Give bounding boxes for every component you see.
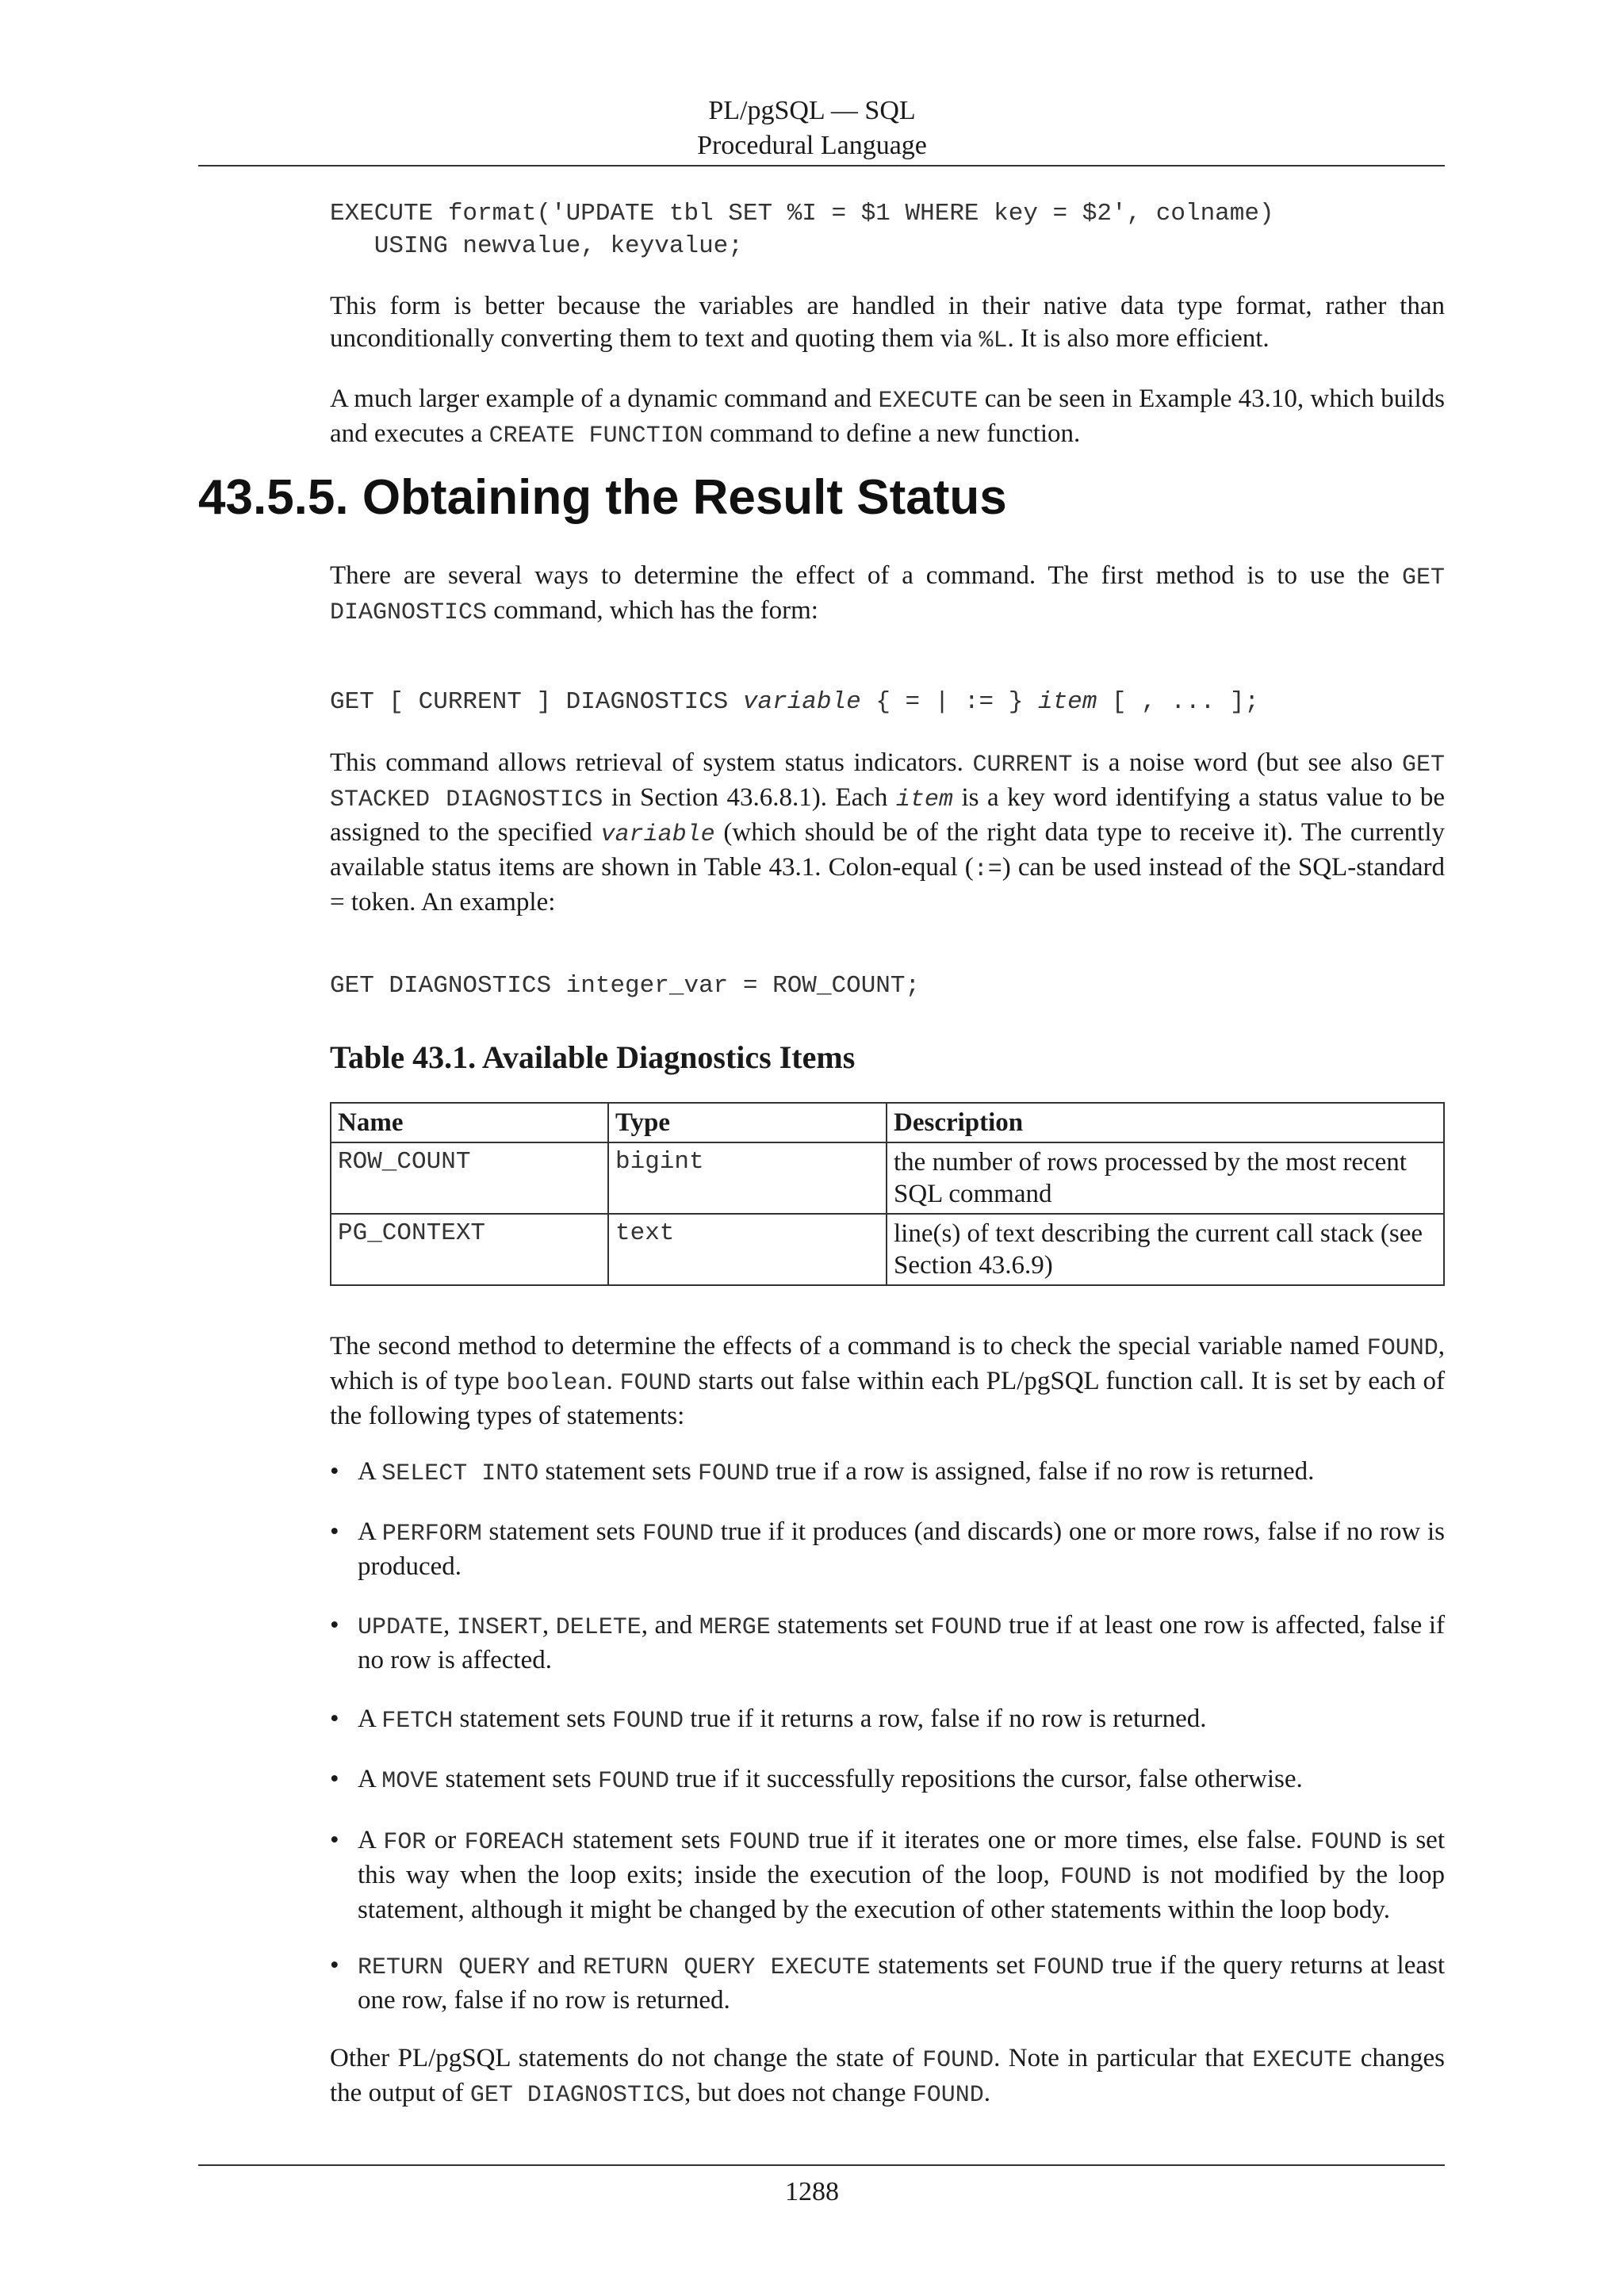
paragraph-second-method: The second method to determine the effects of a command is to check the special variable named FOUND, which is of type boolean. FOUND starts out false within each PL/pgSQL function call. It is set by each of the following types of statements: <box>330 1332 1445 1430</box>
code-execute-line-2: USING newvalue, keyvalue; <box>330 232 743 260</box>
column-header-type: Type <box>608 1103 887 1142</box>
diagnostics-items-table <box>330 1102 1445 1286</box>
bullet-marker: • <box>330 1457 339 1486</box>
footer-rule <box>198 2164 1445 2166</box>
bullet-marker: • <box>330 1765 339 1793</box>
bullet-marker: • <box>330 1517 339 1546</box>
paragraph-larger-example: A much larger example of a dynamic command and EXECUTE can be seen in Example 43.10, which builds and executes a CREATE FUNCTION command to define a new function. <box>330 385 1445 450</box>
header-line-1: PL/pgSQL — SQL <box>708 96 916 125</box>
table-header-row <box>331 1103 1444 1142</box>
cell-type: text <box>608 1214 887 1285</box>
bullet-marker: • <box>330 1951 339 1980</box>
page-number: 1288 <box>785 2177 839 2206</box>
cell-description: the number of rows processed by the most recent SQL command <box>887 1142 1444 1214</box>
table-row <box>331 1142 1444 1214</box>
code-execute-line-1: EXECUTE format('UPDATE tbl SET %I = $1 WHERE key = $2', colname) <box>330 200 1274 228</box>
column-header-description: Description <box>887 1103 1444 1142</box>
list-item: • A FETCH statement sets FOUND true if it returns a row, false if no row is returned. <box>330 1705 1207 1735</box>
paragraph-command-allows: This command allows retrieval of system status indicators. CURRENT is a noise word (but see also GET STACKED DIAGNOSTICS in Section 43.6.8.1). Each item is a key word identifying a status value to be assigned to the specified variable (which should be of the right data type to receive it). The currently available status items are shown in Table 43.1. Colon-equal (:=) can be used instead of the SQL-standard = token. An example: <box>330 748 1446 916</box>
bullet-marker: • <box>330 1826 339 1854</box>
list-item: • RETURN QUERY and RETURN QUERY EXECUTE statements set FOUND true if the query returns at least one row, false if no row is returned. <box>330 1951 1446 2015</box>
bullet-marker: • <box>330 1611 339 1640</box>
list-item: • A PERFORM statement sets FOUND true if it produces (and discards) one or more rows, false if no row is produced. <box>330 1517 1446 1581</box>
list-item: • A MOVE statement sets FOUND true if it successfully repositions the cursor, false otherwise. <box>330 1765 1303 1795</box>
table-row <box>331 1214 1444 1285</box>
code-diagnostics-form: GET [ CURRENT ] DIAGNOSTICS variable { = | := } item [ , ... ]; <box>330 688 1260 716</box>
paragraph-form-better: This form is better because the variables are handled in their native data type format, rather than unconditionally converting them to text and quoting them via %L. It is also more efficient. <box>330 292 1445 354</box>
table-title: Table 43.1. Available Diagnostics Items <box>330 1039 856 1075</box>
list-item: • A FOR or FOREACH statement sets FOUND true if it iterates one or more times, else false. FOUND is set this way when the loop exits; inside the execution of the loop, FOUND is not modified by the loop statement, although it might be changed by the execution of other statements within the loop body. <box>330 1826 1445 1924</box>
bullet-marker: • <box>330 1705 339 1733</box>
cell-type: bigint <box>608 1142 887 1214</box>
cell-name: ROW_COUNT <box>331 1142 608 1214</box>
paragraph-other-statements: Other PL/pgSQL statements do not change the state of FOUND. Note in particular that EXECUTE changes the output of GET DIAGNOSTICS, but does not change FOUND. <box>330 2044 1446 2109</box>
code-diagnostics-example: GET DIAGNOSTICS integer_var = ROW_COUNT; <box>330 972 921 1000</box>
cell-description: line(s) of text describing the current call stack (see Section 43.6.9) <box>887 1214 1444 1285</box>
paragraph-several-ways: There are several ways to determine the effect of a command. The first method is to use the GET DIAGNOSTICS command, which has the form: <box>330 561 1445 626</box>
header-rule <box>198 165 1445 166</box>
section-title: 43.5.5. Obtaining the Result Status <box>198 470 1007 525</box>
list-item: • UPDATE, INSERT, DELETE, and MERGE statements set FOUND true if at least one row is affected, false if no row is affected. <box>330 1611 1446 1674</box>
column-header-name: Name <box>331 1103 608 1142</box>
header-line-2: Procedural Language <box>697 131 927 160</box>
cell-name: PG_CONTEXT <box>331 1214 608 1285</box>
running-header <box>0 94 1624 163</box>
list-item: • A SELECT INTO statement sets FOUND true if a row is assigned, false if no row is returned. <box>330 1457 1315 1487</box>
